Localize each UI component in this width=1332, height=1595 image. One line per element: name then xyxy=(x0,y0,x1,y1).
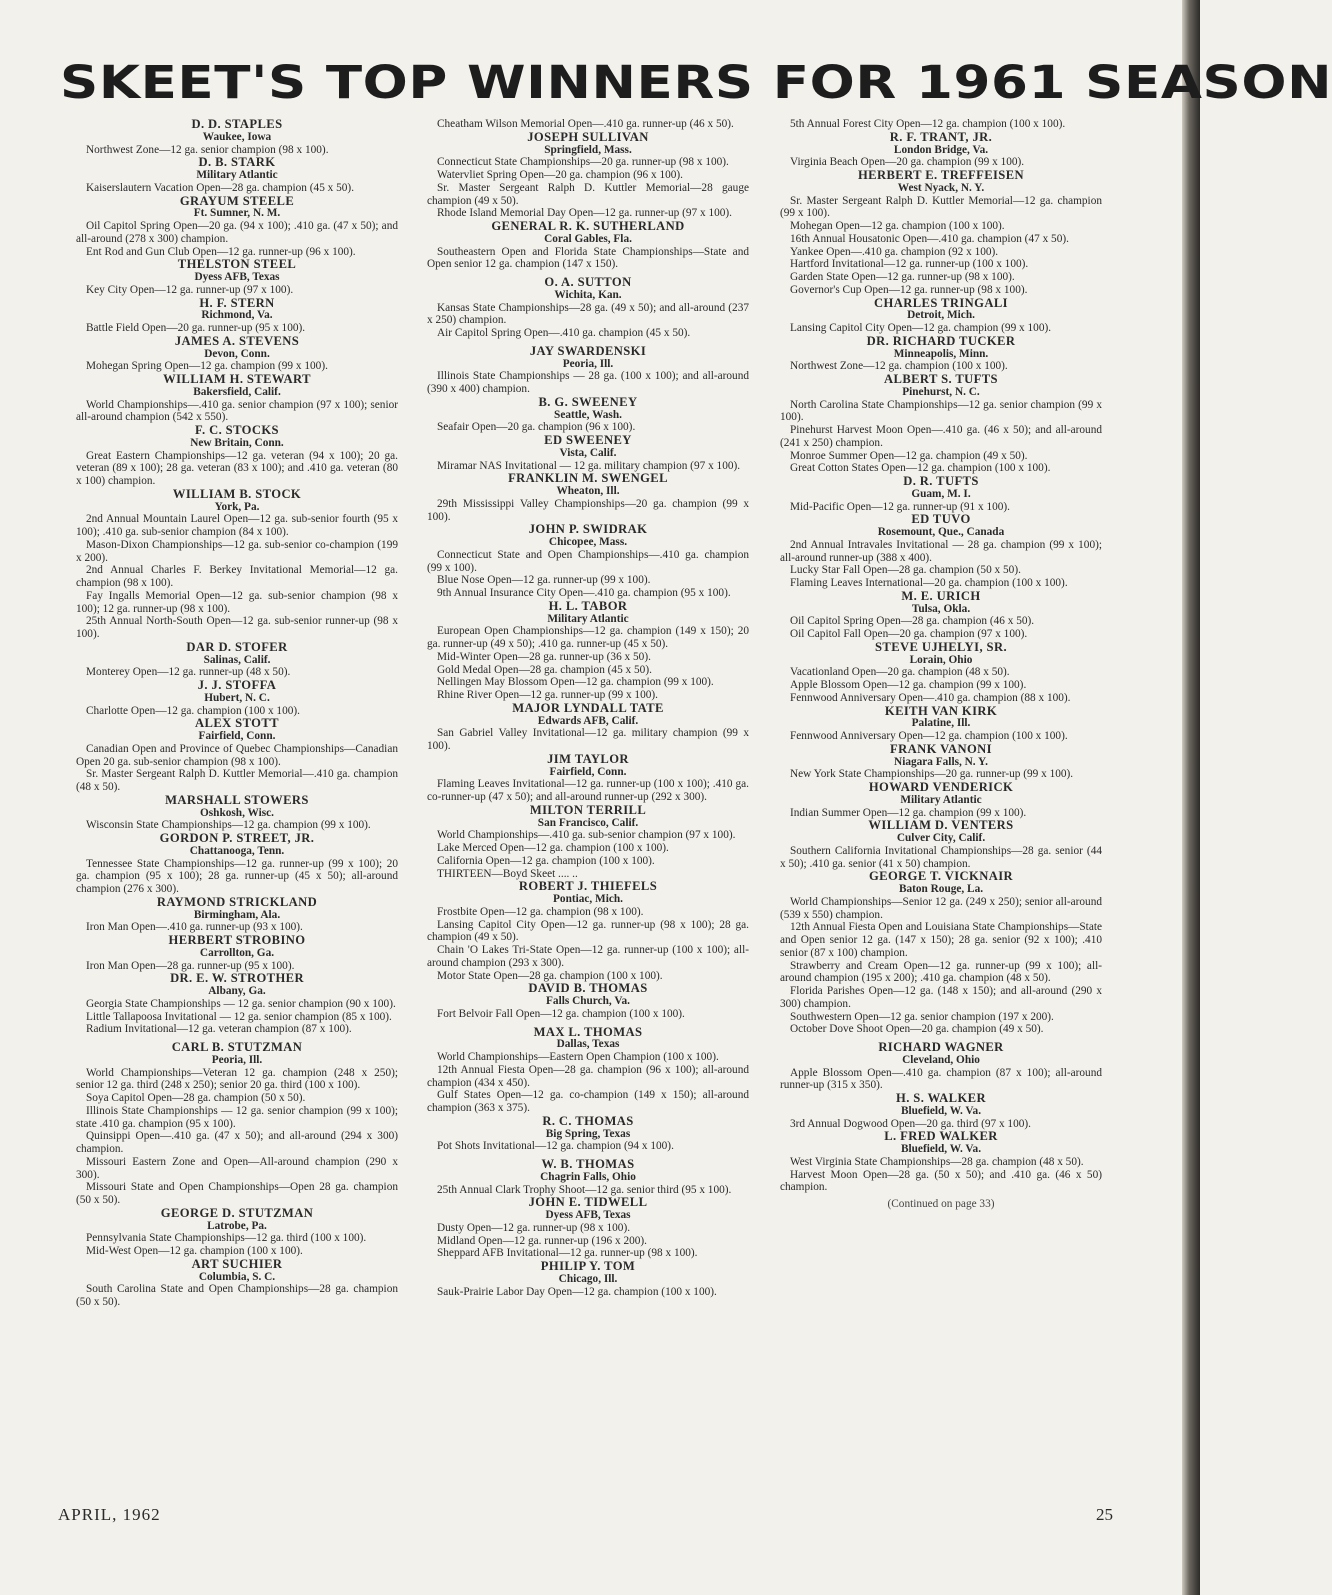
event-result: Lucky Star Fall Open—28 ga. champion (50 x 50). xyxy=(790,564,1021,577)
winner-entry xyxy=(427,220,749,271)
event-result: World Championships—Veteran 12 ga. champion (248 x 250); senior 12 ga. third (248 x 250); senior 20 ga. third (100 x 100). xyxy=(76,1066,398,1092)
event-result: World Championships—.410 ga. senior champion (97 x 100); senior all-around champion (542 x 550). xyxy=(76,398,398,424)
event-result: Florida Parishes Open—12 ga. (148 x 150); and all-around (290 x 300) champion. xyxy=(780,985,1102,1010)
winner-entry xyxy=(427,345,749,396)
winner-name: R. F. TRANT, JR. xyxy=(889,129,993,144)
winner-name: HERBERT E. TREFFEISEN xyxy=(857,168,1024,182)
event-result: 25th Annual North-South Open—12 ga. sub-senior runner-up (98 x 100). xyxy=(76,615,398,640)
winner-entry xyxy=(76,118,398,156)
winner-entry xyxy=(76,1207,398,1258)
event-result: Charlotte Open—12 ga. champion (100 x 100). xyxy=(86,704,300,717)
winner-hometown: Niagara Falls, N. Y. xyxy=(894,755,988,768)
event-result: 12th Annual Fiesta Open and Louisiana State Championships—State and Open senior 12 ga. (147 x 150); 28 ga. senior (92 x 100); .410 senior (87 x 100) champion. xyxy=(780,921,1102,959)
event-result: Flaming Leaves International—20 ga. champion (100 x 100). xyxy=(790,577,1068,589)
winner-hometown: Oshkosh, Wisc. xyxy=(200,806,274,819)
winner-hometown: Carrollton, Ga. xyxy=(199,946,275,959)
event-result: Watervliet Spring Open—20 ga. champion (96 x 100). xyxy=(437,169,683,181)
winner-hometown: Baton Rouge, La. xyxy=(898,883,984,895)
winner-hometown: Pinehurst, N. C. xyxy=(902,385,980,398)
winner-hometown: Culver City, Calif. xyxy=(896,832,986,844)
winner-entry xyxy=(780,513,1102,590)
event-result: Governor's Cup Open—12 ga. runner-up (98 x 100). xyxy=(790,283,1028,296)
event-result: Pinehurst Harvest Moon Open—.410 ga. (46 x 50); and all-around (241 x 250) champion. xyxy=(780,424,1102,449)
winner-entry xyxy=(427,472,749,523)
winner-entry xyxy=(427,523,749,600)
winner-entry xyxy=(76,641,398,679)
event-result: Southern California Invitational Championships—28 ga. senior (44 x 50); .410 ga. senior (41 x 50) champion. xyxy=(780,844,1102,870)
winner-entry xyxy=(76,335,398,373)
event-result: Fennwood Anniversary Open—.410 ga. champion (88 x 100). xyxy=(790,691,1071,704)
winner-entry xyxy=(76,195,398,259)
event-result: North Carolina State Championships—12 ga. senior champion (99 x 100). xyxy=(780,398,1102,424)
winner-entry xyxy=(427,396,749,434)
event-result: San Gabriel Valley Invitational—12 ga. military champion (99 x 100). xyxy=(427,727,749,752)
event-result: Lansing Capitol City Open—12 ga. champion (99 x 100). xyxy=(790,322,1052,334)
event-result: Radium Invitational—12 ga. veteran champion (87 x 100). xyxy=(86,1023,352,1036)
winner-hometown: Minneapolis, Minn. xyxy=(893,347,989,360)
winner-hometown: York, Pa. xyxy=(214,500,260,513)
event-result: Apple Blossom Open—.410 ga. champion (87 x 100); all-around runner-up (315 x 350). xyxy=(780,1066,1102,1092)
winner-hometown: Dallas, Texas xyxy=(556,1038,620,1051)
winner-name: WILLIAM B. STOCK xyxy=(172,486,302,501)
winner-hometown: Seattle, Wash. xyxy=(554,408,622,421)
winner-hometown: Albany, Ga. xyxy=(208,985,266,997)
winner-name: RAYMOND STRICKLAND xyxy=(156,894,318,909)
winner-entry xyxy=(76,258,398,296)
winner-hometown: Big Spring, Texas xyxy=(545,1127,631,1140)
winner-hometown: Peoria, Ill. xyxy=(211,1053,263,1066)
event-result: Iron Man Open—28 ga. runner-up (95 x 100). xyxy=(86,959,295,972)
continued-note: (Continued on page 33) xyxy=(887,1198,995,1210)
winner-entry xyxy=(780,131,1102,169)
winner-name: D. B. STARK xyxy=(198,155,276,170)
winner-hometown: Springfield, Mass. xyxy=(544,143,632,156)
column-1 xyxy=(76,118,398,1318)
winner-name: D. D. STAPLES xyxy=(191,117,283,131)
event-result: Virginia Beach Open—20 ga. champion (99 x 100). xyxy=(790,156,1025,169)
winner-hometown: Birmingham, Ala. xyxy=(193,908,281,921)
event-result: Miramar NAS Invitational — 12 ga. military champion (97 x 100). xyxy=(437,459,741,472)
winner-name: JOHN E. TIDWELL xyxy=(528,1195,648,1210)
event-result: New York State Championships—20 ga. runner-up (99 x 100). xyxy=(790,768,1074,781)
event-result: 12th Annual Fiesta Open—28 ga. champion (96 x 100); all-around champion (434 x 450). xyxy=(427,1063,749,1089)
winner-entry xyxy=(780,1041,1102,1092)
event-result: Missouri State and Open Championships—Open 28 ga. champion (50 x 50). xyxy=(76,1181,398,1206)
event-result: Rhode Island Memorial Day Open—12 ga. runner-up (97 x 100). xyxy=(437,207,732,220)
winner-hometown: Detroit, Mich. xyxy=(907,309,975,322)
winner-name: THELSTON STEEL xyxy=(177,257,297,272)
winner-entry xyxy=(76,488,398,641)
event-result: Illinois State Championships — 12 ga. senior champion (99 x 100); state .410 ga. champion (95 x 100). xyxy=(76,1104,398,1130)
winner-name: H. L. TABOR xyxy=(548,598,628,613)
winner-hometown: New Britain, Conn. xyxy=(190,436,284,449)
event-result: Sr. Master Sergeant Ralph D. Kuttler Memorial—12 ga. champion (99 x 100). xyxy=(780,194,1102,220)
winner-entry xyxy=(76,679,398,717)
winner-hometown: Chagrin Falls, Ohio xyxy=(540,1170,636,1183)
winner-name: STEVE UJHELYI, SR. xyxy=(874,639,1008,654)
winner-name: CHARLES TRINGALI xyxy=(874,295,1008,310)
winner-hometown: San Francisco, Calif. xyxy=(537,816,639,829)
event-result: Little Tallapoosa Invitational — 12 ga. senior champion (85 x 100). xyxy=(86,1010,392,1023)
winner-name: WILLIAM D. VENTERS xyxy=(868,818,1014,833)
winner-hometown: Wheaton, Ill. xyxy=(556,485,620,497)
event-result: Fort Belvoir Fall Open—12 ga. champion (100 x 100). xyxy=(437,1007,685,1020)
winner-entry xyxy=(76,156,398,194)
winner-hometown: Lorain, Ohio xyxy=(909,653,973,666)
winner-hometown: Tulsa, Okla. xyxy=(911,602,971,615)
winner-hometown: Pontiac, Mich. xyxy=(553,893,623,905)
winner-entry xyxy=(76,832,398,896)
winner-hometown: Edwards AFB, Calif. xyxy=(537,714,639,727)
winner-name: FRANKLIN M. SWENGEL xyxy=(508,471,668,486)
event-result: Blue Nose Open—12 ga. runner-up (99 x 100). xyxy=(437,574,651,587)
issue-date: APRIL, 1962 xyxy=(58,1505,161,1524)
winner-hometown: Chattanooga, Tenn. xyxy=(189,844,285,857)
event-result: Connecticut State and Open Championships—.410 ga. champion (99 x 100). xyxy=(427,548,749,574)
event-result: Air Capitol Spring Open—.410 ga. champion (45 x 50). xyxy=(437,327,691,339)
event-result: 9th Annual Insurance City Open—.410 ga. champion (95 x 100). xyxy=(437,587,731,599)
winner-hometown: Dyess AFB, Texas xyxy=(194,271,280,283)
winner-hometown: Rosemount, Que., Canada xyxy=(877,526,1005,538)
event-result: Missouri Eastern Zone and Open—All-around champion (290 x 300). xyxy=(76,1155,398,1181)
winner-hometown: Peoria, Ill. xyxy=(562,357,614,370)
winner-name: ED SWEENEY xyxy=(544,433,632,447)
winner-name: GENERAL R. K. SUTHERLAND xyxy=(491,219,685,233)
event-result: California Open—12 ga. champion (100 x 100). xyxy=(437,854,655,867)
winner-name: H. F. STERN xyxy=(199,295,275,310)
winner-hometown: Latrobe, Pa. xyxy=(207,1219,267,1232)
winner-name: W. B. THOMAS xyxy=(541,1157,635,1171)
winner-name: GEORGE D. STUTZMAN xyxy=(160,1205,314,1220)
event-result: Great Cotton States Open—12 ga. champion (100 x 100). xyxy=(790,462,1051,475)
event-result: Hartford Invitational—12 ga. runner-up (100 x 100). xyxy=(790,258,1029,271)
event-result: Oil Capitol Spring Open—28 ga. champion (46 x 50). xyxy=(790,615,1035,628)
event-result: Oil Capitol Spring Open—20 ga. (94 x 100); .410 ga. (47 x 50); and all-around (278 x 300) champion. xyxy=(76,220,398,245)
event-result: Mohegan Spring Open—12 ga. champion (99 x 100). xyxy=(86,360,328,373)
winner-hometown: Richmond, Va. xyxy=(201,309,273,322)
event-result: Mason-Dixon Championships—12 ga. sub-senior co-champion (199 x 200). xyxy=(76,538,398,564)
winner-hometown: Chicopee, Mass. xyxy=(548,536,628,548)
event-result: Sr. Master Sergeant Ralph D. Kuttler Memorial—.410 ga. champion (48 x 50). xyxy=(76,768,398,793)
event-result: Southwestern Open—12 ga. senior champion (197 x 200). xyxy=(790,1010,1054,1023)
event-result: Sr. Master Sergeant Ralph D. Kuttler Memorial—28 gauge champion (49 x 50). xyxy=(427,181,749,207)
event-result: Ent Rod and Gun Club Open—12 ga. runner-up (96 x 100). xyxy=(86,245,356,258)
winner-entry xyxy=(76,373,398,424)
event-result: Yankee Open—.410 ga. champion (92 x 100). xyxy=(790,245,999,258)
winner-name: RICHARD WAGNER xyxy=(878,1040,1004,1054)
event-result: Oil Capitol Fall Open—20 ga. champion (97 x 100). xyxy=(790,628,1028,640)
winner-hometown: Military Atlantic xyxy=(196,169,278,181)
event-result: Northwest Zone—12 ga. senior champion (98 x 100). xyxy=(86,143,329,156)
event-result: Frostbite Open—12 ga. champion (98 x 100). xyxy=(437,905,644,918)
event-result: Northwest Zone—12 ga. champion (100 x 100). xyxy=(790,360,1008,373)
event-result: Seafair Open—20 ga. champion (96 x 100). xyxy=(437,421,636,434)
event-result: Midland Open—12 ga. runner-up (196 x 200). xyxy=(437,1234,647,1247)
winner-name: DAVID B. THOMAS xyxy=(528,981,648,996)
winner-entry xyxy=(427,276,749,340)
winner-entry xyxy=(780,743,1102,781)
event-result: Lake Merced Open—12 ga. champion (100 x 100). xyxy=(437,842,669,854)
page-number: 25 xyxy=(1096,1505,1113,1524)
event-result: Sauk-Prairie Labor Day Open—12 ga. champion (100 x 100). xyxy=(437,1285,717,1298)
winner-hometown: Military Atlantic xyxy=(900,793,982,806)
event-result: Canadian Open and Province of Quebec Championships—Canadian Open 20 ga. sub-senior champion (98 x 100). xyxy=(76,742,398,768)
event-result: Soya Capitol Open—28 ga. champion (50 x 50). xyxy=(86,1092,306,1104)
winner-name: GORDON P. STREET, JR. xyxy=(159,831,315,845)
winner-name: B. G. SWEENEY xyxy=(538,394,638,409)
winner-entry xyxy=(427,982,749,1020)
event-result: Mohegan Open—12 ga. champion (100 x 100). xyxy=(790,220,1005,232)
winner-name: JOSEPH SULLIVAN xyxy=(527,129,649,144)
winner-entry xyxy=(76,1041,398,1207)
event-result: Southeastern Open and Florida State Championships—State and Open senior 12 ga. champion (147 x 150). xyxy=(427,245,749,271)
winner-hometown: Bluefield, W. Va. xyxy=(900,1143,982,1155)
winner-name: R. C. THOMAS xyxy=(542,1113,634,1128)
event-result: Battle Field Open—20 ga. runner-up (95 x 100). xyxy=(86,322,306,334)
event-result: Garden State Open—12 ga. runner-up (98 x 100). xyxy=(790,271,1015,283)
winner-entry xyxy=(780,475,1102,513)
winner-name: F. C. STOCKS xyxy=(195,423,279,437)
winner-name: H. S. WALKER xyxy=(896,1091,986,1105)
winner-name: ART SUCHIER xyxy=(191,1256,283,1271)
winner-entry xyxy=(780,590,1102,641)
column-3 xyxy=(780,118,1102,1318)
winner-name: DR. RICHARD TUCKER xyxy=(866,333,1016,348)
event-result: Wisconsin State Championships—12 ga. champion (99 x 100). xyxy=(86,819,371,832)
event-result: 3rd Annual Dogwood Open—20 ga. third (97 x 100). xyxy=(790,1117,1031,1130)
winner-hometown: Bluefield, W. Va. xyxy=(900,1104,982,1117)
winner-name: ALEX STOTT xyxy=(195,716,279,731)
winner-entry xyxy=(76,934,398,972)
event-result: World Championships—Senior 12 ga. (249 x 250); senior all-around (539 x 550) champion. xyxy=(780,895,1102,921)
event-result: Kaiserslautern Vacation Open—28 ga. champion (45 x 50). xyxy=(86,181,355,194)
event-result: Chain 'O Lakes Tri-State Open—12 ga. runner-up (100 x 100); all-around champion (293 x 300). xyxy=(427,944,749,969)
winner-hometown: Vista, Calif. xyxy=(559,446,617,459)
event-result: Monterey Open—12 ga. runner-up (48 x 50). xyxy=(86,666,291,679)
winner-name: MAJOR LYNDALL TATE xyxy=(512,700,664,715)
winner-hometown: Military Atlantic xyxy=(547,612,629,625)
winner-name: JIM TAYLOR xyxy=(547,751,629,766)
event-result: Pot Shots Invitational—12 ga. champion (94 x 100). xyxy=(437,1140,674,1153)
event-result: West Virginia State Championships—28 ga. champion (48 x 50). xyxy=(790,1155,1084,1168)
winner-name: O. A. SUTTON xyxy=(544,275,632,289)
event-result: Strawberry and Cream Open—12 ga. runner-up (99 x 100); all-around champion (195 x 200); .410 ga. champion (48 x 50). xyxy=(780,959,1102,985)
winner-entry xyxy=(780,870,1102,1036)
event-result: Mid-Winter Open—28 ga. runner-up (36 x 50). xyxy=(437,650,651,663)
winner-name: HERBERT STROBINO xyxy=(168,933,306,947)
winner-entry xyxy=(427,753,749,804)
event-result: Gold Medal Open—28 ga. champion (45 x 50). xyxy=(437,663,652,676)
winner-hometown: Devon, Conn. xyxy=(204,347,270,360)
winner-name: MARSHALL STOWERS xyxy=(165,792,309,807)
event-result: Indian Summer Open—12 ga. champion (99 x 100). xyxy=(790,806,1027,819)
winner-hometown: Wichita, Kan. xyxy=(554,288,622,301)
winner-entry xyxy=(780,781,1102,819)
winner-name: L. FRED WALKER xyxy=(884,1129,998,1144)
winner-name: FRANK VANONI xyxy=(890,741,992,756)
event-result: 2nd Annual Charles F. Berkey Invitational Memorial—12 ga. champion (98 x 100). xyxy=(76,564,398,589)
winner-name: ED TUVO xyxy=(911,512,971,527)
event-result: Great Eastern Championships—12 ga. veteran (94 x 100); 20 ga. veteran (89 x 100); 28 ga. veteran (83 x 100); and .410 ga. veteran (80 x 100) champion. xyxy=(76,449,398,487)
winner-entry xyxy=(427,1260,749,1298)
winner-hometown: Salinas, Calif. xyxy=(203,653,271,666)
winner-name: MILTON TERRILL xyxy=(529,802,647,817)
winner-hometown: Columbia, S. C. xyxy=(198,1270,276,1283)
winner-name: DR. E. W. STROTHER xyxy=(170,971,304,986)
winner-entry xyxy=(427,600,749,702)
event-result: THIRTEEN—Boyd Skeet .... .. xyxy=(437,867,578,880)
winner-hometown: West Nyack, N. Y. xyxy=(897,181,985,194)
winner-hometown: Chicago, Ill. xyxy=(558,1272,618,1285)
winner-name: GRAYUM STEELE xyxy=(179,193,295,208)
event-result: Fay Ingalls Memorial Open—12 ga. sub-senior champion (98 x 100); 12 ga. runner-up (98 x 100). xyxy=(76,589,398,615)
winner-name: HOWARD VENDERICK xyxy=(868,780,1014,794)
event-result: 2nd Annual Intravales Invitational — 28 ga. champion (99 x 100); all-around runner-up (388 x 400). xyxy=(780,538,1102,564)
winner-name: DAR D. STOFER xyxy=(186,639,288,654)
event-result: Fennwood Anniversary Open—12 ga. champion (100 x 100). xyxy=(790,730,1068,742)
winner-hometown: Cleveland, Ohio xyxy=(902,1053,980,1066)
winner-entry xyxy=(780,1092,1102,1130)
winner-hometown: Fairfield, Conn. xyxy=(198,730,276,742)
winner-name: M. E. URICH xyxy=(901,588,981,603)
event-result: Monroe Summer Open—12 ga. champion (49 x 50). xyxy=(790,449,1028,462)
winner-name: D. R. TUFTS xyxy=(903,474,979,488)
event-result: Gulf States Open—12 ga. co-champion (149 x 150); all-around champion (363 x 375). xyxy=(427,1089,749,1114)
winner-entry xyxy=(780,373,1102,475)
winner-hometown: Dyess AFB, Texas xyxy=(545,1209,631,1221)
winner-entry xyxy=(780,335,1102,373)
winner-name: PHILIP Y. TOM xyxy=(540,1259,636,1273)
event-result: Illinois State Championships — 28 ga. (100 x 100); and all-around (390 x 400) champion. xyxy=(427,370,749,395)
winner-name: GEORGE T. VICKNAIR xyxy=(868,869,1013,884)
event-result: Vacationland Open—20 ga. champion (48 x 50). xyxy=(790,666,1010,679)
event-result: Flaming Leaves Invitational—12 ga. runner-up (100 x 100); .410 ga. co-runner-up (47 x 50); and all-around runner-up (292 x 300). xyxy=(427,778,749,803)
continued-event: Cheatham Wilson Memorial Open—.410 ga. runner-up (46 x 50). xyxy=(437,118,734,130)
winner-hometown: Guam, M. I. xyxy=(911,487,971,500)
winner-entry xyxy=(427,880,749,982)
event-result: Georgia State Championships — 12 ga. senior champion (90 x 100). xyxy=(86,997,396,1010)
event-result: Dusty Open—12 ga. runner-up (98 x 100). xyxy=(437,1221,631,1234)
event-result: Mid-Pacific Open—12 ga. runner-up (91 x 100). xyxy=(790,500,1011,513)
winner-entry xyxy=(780,705,1102,743)
event-result: Lansing Capitol City Open—12 ga. runner-up (98 x 100); 28 ga. champion (49 x 50). xyxy=(427,918,749,944)
event-result: 29th Mississippi Valley Championships—20 ga. champion (99 x 100). xyxy=(427,497,749,523)
event-result: South Carolina State and Open Championships—28 ga. champion (50 x 50). xyxy=(76,1283,398,1308)
page-title: SKEET'S TOP WINNERS FOR 1961 SEASON xyxy=(60,56,1332,109)
winner-entry xyxy=(780,819,1102,870)
winner-entry xyxy=(427,702,749,753)
winner-hometown: Falls Church, Va. xyxy=(546,995,630,1007)
winner-name: ROBERT J. THIEFELS xyxy=(518,879,658,894)
winner-hometown: London Bridge, Va. xyxy=(893,143,989,156)
event-result: 25th Annual Clark Trophy Shoot—12 ga. senior third (95 x 100). xyxy=(437,1183,732,1196)
binding-spine xyxy=(1182,0,1200,1595)
event-result: Apple Blossom Open—12 ga. champion (99 x 100). xyxy=(790,679,1027,691)
winner-entry xyxy=(76,896,398,934)
winner-hometown: Waukee, Iowa xyxy=(202,130,272,143)
winner-entry xyxy=(780,641,1102,705)
winner-entry xyxy=(780,297,1102,335)
winner-hometown: Hubert, N. C. xyxy=(204,691,270,704)
winner-name: MAX L. THOMAS xyxy=(533,1024,643,1039)
event-result: October Dove Shoot Open—20 ga. champion (49 x 50). xyxy=(790,1023,1044,1036)
winner-name: JOHN P. SWIDRAK xyxy=(528,522,648,537)
event-result: Mid-West Open—12 ga. champion (100 x 100). xyxy=(86,1245,303,1257)
winner-hometown: Coral Gables, Fla. xyxy=(544,232,632,245)
event-result: Quinsippi Open—.410 ga. (47 x 50); and all-around (294 x 300) champion. xyxy=(76,1130,398,1155)
winner-entry xyxy=(427,434,749,472)
event-result: Motor State Open—28 ga. champion (100 x 100). xyxy=(437,969,663,982)
event-result: Connecticut State Championships—20 ga. runner-up (98 x 100). xyxy=(437,156,729,169)
winner-hometown: Fairfield, Conn. xyxy=(549,765,627,778)
continued-event: 5th Annual Forest City Open—12 ga. champion (100 x 100). xyxy=(790,118,1066,130)
event-result: Harvest Moon Open—28 ga. (50 x 50); and .410 ga. (46 x 50) champion. xyxy=(780,1168,1102,1194)
event-result: European Open Championships—12 ga. champion (149 x 150); 20 ga. runner-up (49 x 50); .410 ga. runner-up (45 x 50). xyxy=(427,625,749,650)
winner-entry xyxy=(76,1258,398,1309)
winner-hometown: Palatine, Ill. xyxy=(911,717,971,730)
event-result: World Championships—Eastern Open Champion (100 x 100). xyxy=(437,1051,719,1063)
event-result: Nellingen May Blossom Open—12 ga. champion (99 x 100). xyxy=(437,676,714,689)
event-result: Rhine River Open—12 ga. runner-up (99 x 100). xyxy=(437,689,658,701)
event-result: 2nd Annual Mountain Laurel Open—12 ga. sub-senior fourth (95 x 100); .410 ga. sub-senior champion (84 x 100). xyxy=(76,513,398,538)
event-result: World Championships—.410 ga. sub-senior champion (97 x 100). xyxy=(437,829,736,842)
winner-entry xyxy=(76,424,398,488)
winner-name: WILLIAM H. STEWART xyxy=(163,372,311,386)
winner-hometown: Ft. Sumner, N. M. xyxy=(193,207,281,220)
winner-name: JAMES A. STEVENS xyxy=(174,333,300,348)
winner-name: CARL B. STUTZMAN xyxy=(171,1040,303,1054)
winner-entry xyxy=(427,131,749,220)
winner-entry xyxy=(427,1115,749,1153)
winner-name: KEITH VAN KIRK xyxy=(884,703,998,718)
event-result: Sheppard AFB Invitational—12 ga. runner-up (98 x 100). xyxy=(437,1247,698,1260)
winner-entry xyxy=(427,1026,749,1115)
winner-entry xyxy=(427,804,749,881)
winner-entry xyxy=(427,1196,749,1260)
event-result: Tennessee State Championships—12 ga. runner-up (99 x 100); 20 ga. champion (95 x 100); 28 ga. runner-up (45 x 50); all-around champion (276 x 300). xyxy=(76,857,398,895)
winner-entry xyxy=(427,1158,749,1196)
winner-entry xyxy=(76,717,398,794)
winner-hometown: Bakersfield, Calif. xyxy=(193,385,281,398)
event-result: Iron Man Open—.410 ga. runner-up (93 x 100). xyxy=(86,921,303,934)
event-result: Kansas State Championships—28 ga. (49 x 50); and all-around (237 x 250) champion. xyxy=(427,301,749,327)
winner-name: JAY SWARDENSKI xyxy=(529,343,647,358)
winner-entry xyxy=(76,794,398,832)
winner-entry xyxy=(780,1130,1102,1194)
winner-entry xyxy=(780,169,1102,297)
event-result: Pennsylvania State Championships—12 ga. third (100 x 100). xyxy=(86,1232,367,1245)
winner-entry xyxy=(76,972,398,1036)
column-2 xyxy=(427,118,749,1318)
event-result: 16th Annual Housatonic Open—.410 ga. champion (47 x 50). xyxy=(790,232,1069,245)
winner-entry xyxy=(76,297,398,335)
winner-name: ALBERT S. TUFTS xyxy=(884,372,998,386)
winner-name: J. J. STOFFA xyxy=(197,678,277,692)
event-result: Key City Open—12 ga. runner-up (97 x 100). xyxy=(86,283,294,296)
